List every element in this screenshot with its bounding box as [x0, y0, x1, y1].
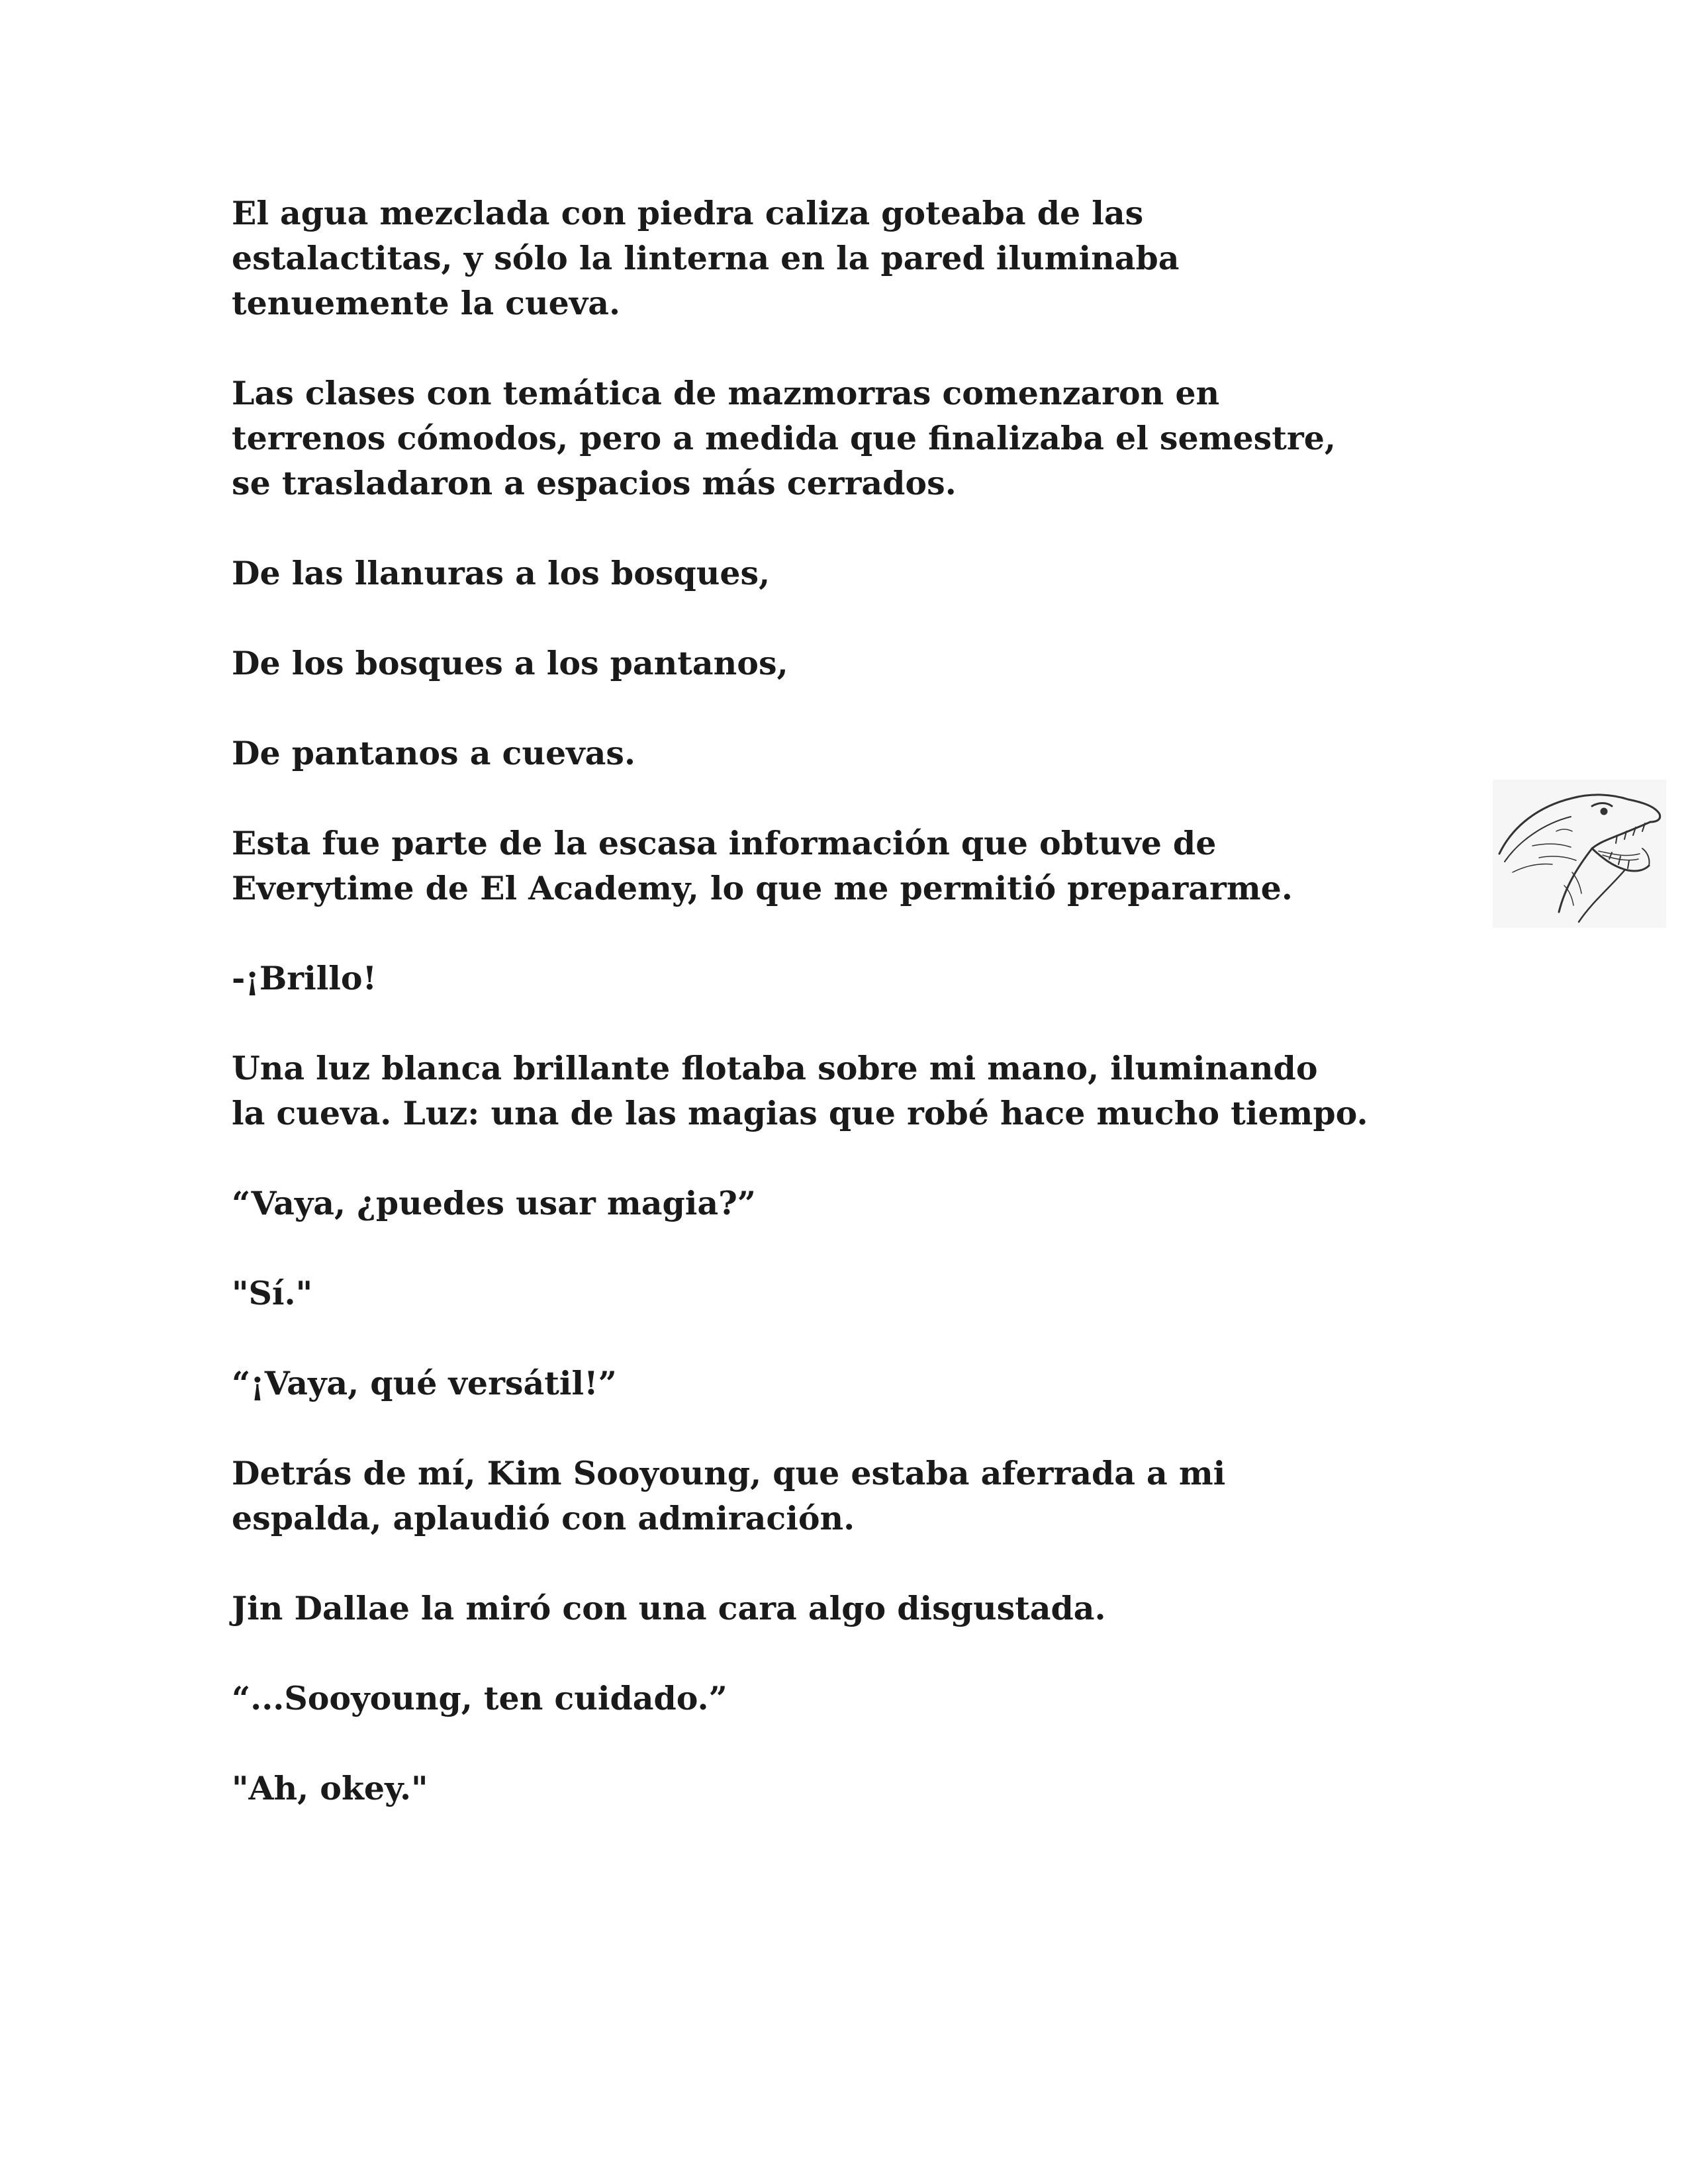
paragraph	[232, 1586, 1489, 1631]
paragraph-line: la cueva. Luz: una de las magias que robé hace mucho tiempo.	[232, 1094, 1368, 1132]
paragraph-line: El agua mezclada con piedra caliza goteaba de las	[232, 194, 1144, 232]
paragraph-line: “¡Vaya, qué versátil!”	[232, 1364, 617, 1402]
paragraph-line: "Sí."	[232, 1274, 313, 1312]
paragraph-line: "Ah, okey."	[232, 1769, 428, 1807]
paragraph-line: terrenos cómodos, pero a medida que finalizaba el semestre,	[232, 419, 1336, 457]
paragraph	[232, 191, 1489, 326]
paragraph-line: estalactitas, y sólo la linterna en la pared iluminaba	[232, 239, 1180, 277]
paragraph-line: Esta fue parte de la escasa información que obtuve de	[232, 824, 1217, 862]
paragraph-line: se trasladaron a espacios más cerrados.	[232, 464, 957, 502]
paragraph	[232, 371, 1489, 506]
paragraph-line: Una luz blanca brillante flotaba sobre mi mano, iluminando	[232, 1049, 1318, 1087]
paragraph	[232, 731, 1489, 776]
paragraph-line: “...Sooyoung, ten cuidado.”	[232, 1679, 727, 1717]
paragraph	[232, 1361, 1489, 1406]
paragraph	[232, 1766, 1489, 1811]
paragraph-line: De los bosques a los pantanos,	[232, 644, 788, 682]
paragraph	[232, 956, 1489, 1001]
paragraph-line: -¡Brillo!	[232, 959, 377, 997]
paragraph-line: Las clases con temática de mazmorras comenzaron en	[232, 374, 1220, 412]
dinosaur-head-sketch-icon	[1493, 780, 1666, 928]
paragraph-line: tenuemente la cueva.	[232, 284, 621, 322]
text-body	[232, 191, 1489, 1856]
paragraph-line: espalda, aplaudió con admiración.	[232, 1499, 855, 1537]
paragraph-line: De pantanos a cuevas.	[232, 734, 636, 772]
paragraph-line: Detrás de mí, Kim Sooyoung, que estaba aferrada a mi	[232, 1454, 1226, 1492]
paragraph	[232, 821, 1489, 911]
paragraph-line: “Vaya, ¿puedes usar magia?”	[232, 1184, 756, 1222]
paragraph	[232, 551, 1489, 596]
paragraph-line: Everytime de El Academy, lo que me permitió prepararme.	[232, 869, 1293, 907]
paragraph	[232, 641, 1489, 686]
paragraph-line: Jin Dallae la miró con una cara algo disgustada.	[232, 1589, 1106, 1627]
paragraph	[232, 1181, 1489, 1226]
paragraph	[232, 1271, 1489, 1316]
paragraph	[232, 1046, 1489, 1136]
paragraph	[232, 1451, 1489, 1541]
paragraph	[232, 1676, 1489, 1721]
paragraph-line: De las llanuras a los bosques,	[232, 554, 771, 592]
